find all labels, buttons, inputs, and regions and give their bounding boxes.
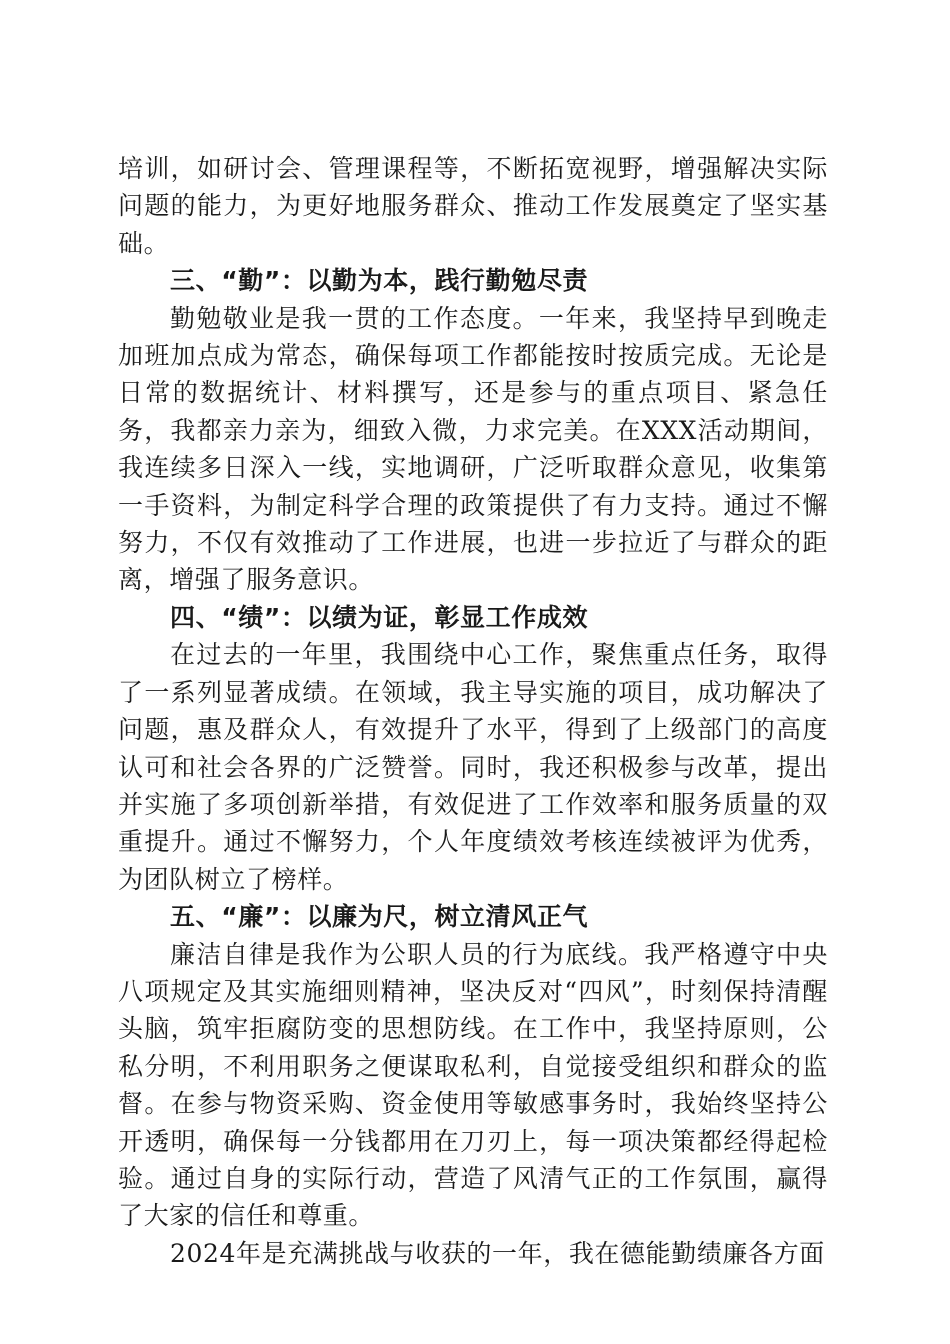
section-heading-lian: 五、“廉”：以廉为尺，树立清风正气 (170, 902, 589, 932)
section-heading-qin: 三、“勤”：以勤为本，践行勤勉尽责 (170, 266, 589, 296)
body-paragraph: 廉洁自律是我作为公职人员的行为底线。我严格遵守中央八项规定及其实施细则精神，坚决反对“四风”，时刻保持清醒头脑，筑牢拒腐防变的思想防线。在工作中，我坚持原则，公私分明，不利用职务之便谋取私利，自觉接受组织和群众的监督。在参与物资采购、资金使用等敏感事务时，我始终坚持公开透明，确保每一分钱都用在刀刃上，每一项决策都经得起检验。通过自身的实际行动，营造了风清气正的工作氛围，赢得了大家的信任和尊重。 (118, 939, 828, 1231)
body-paragraph: 勤勉敬业是我一贯的工作态度。一年来，我坚持早到晚走加班加点成为常态，确保每项工作都能按时按质完成。无论是日常的数据统计、材料撰写，还是参与的重点项目、紧急任务，我都亲力亲为，细致入微，力求完美。在XXX活动期间，我连续多日深入一线，实地调研，广泛听取群众意见，收集第一手资料，为制定科学合理的政策提供了有力支持。通过不懈努力，不仅有效推动了工作进展，也进一步拉近了与群众的距离，增强了服务意识。 (118, 303, 828, 595)
body-paragraph: 培训，如研讨会、管理课程等，不断拓宽视野，增强解决实际问题的能力，为更好地服务群众、推动工作发展奠定了坚实基础。 (118, 154, 828, 258)
document-body (118, 150, 828, 1272)
body-paragraph: 在过去的一年里，我围绕中心工作，聚焦重点任务，取得了一系列显著成绩。在领域，我主导实施的项目，成功解决了问题，惠及群众人，有效提升了水平，得到了上级部门的高度认可和社会各界的广泛赞誉。同时，我还积极参与改革，提出并实施了多项创新举措，有效促进了工作效率和服务质量的双重提升。通过不懈努力，个人年度绩效考核连续被评为优秀，为团队树立了榜样。 (118, 640, 828, 894)
section-heading-ji: 四、“绩”：以绩为证，彰显工作成效 (170, 602, 589, 632)
body-paragraph: 2024年是充满挑战与收获的一年，我在德能勤绩廉各方面 (170, 1238, 825, 1268)
